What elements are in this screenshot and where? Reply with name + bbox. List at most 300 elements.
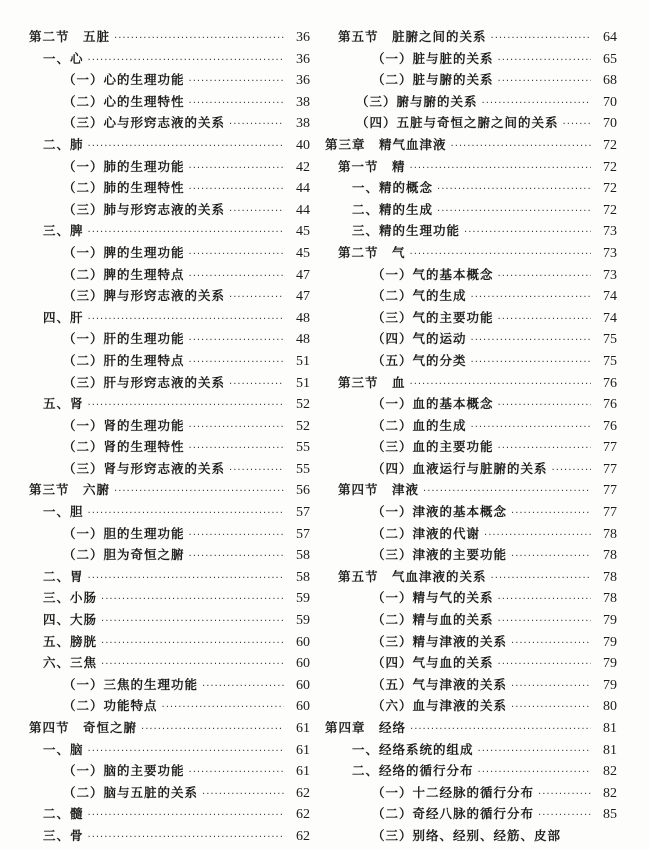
dot-leader (511, 503, 591, 525)
toc-entry (320, 112, 617, 134)
toc-entry (320, 69, 617, 91)
toc-entry (320, 523, 617, 545)
dot-leader (189, 762, 284, 784)
toc-entry (320, 501, 617, 523)
toc-entry (320, 609, 617, 631)
toc-entry-title: 第一节 精 (338, 158, 406, 174)
toc-entry-page-number: 48 (296, 310, 310, 326)
toc-entry (0, 26, 310, 48)
toc-entry (0, 134, 310, 156)
toc-entry-page-number: 58 (296, 548, 310, 564)
toc-entry-title: 第三章 精气血津液 (325, 136, 447, 152)
toc-entry (320, 285, 617, 307)
toc-entry-title: 第五节 脏腑之间的关系 (338, 29, 487, 44)
toc-entry-title: （二）奇经八脉的循行分布 (372, 806, 535, 822)
dot-leader (437, 201, 591, 223)
toc-entry-title: （三）别络、经别、经筋、皮部 (372, 827, 562, 843)
toc-entry-page-number: 52 (296, 397, 310, 413)
dot-leader (88, 222, 284, 244)
toc-entry (320, 782, 617, 804)
dot-leader (471, 417, 591, 439)
dot-leader (189, 244, 284, 266)
toc-entry-title: 三、小肠 (43, 590, 98, 606)
toc-entry-title: （四）五脏与奇恒之腑之间的关系 (356, 115, 559, 131)
toc-entry-title: （一）胆的生理功能 (63, 525, 185, 541)
toc-entry-page-number: 56 (296, 483, 310, 499)
toc-entry (0, 544, 310, 566)
toc-entry-title: （二）精与血的关系 (372, 612, 494, 628)
toc-entry (320, 652, 617, 674)
toc-entry-page-number: 47 (296, 267, 310, 283)
toc-entry (320, 825, 617, 847)
toc-entry (0, 825, 310, 847)
toc-entry (0, 479, 310, 501)
toc-entry-title: （一）气的基本概念 (372, 266, 494, 282)
toc-entry-page-number: 59 (296, 613, 310, 629)
toc-entry-title: （一）精与气的关系 (372, 590, 494, 606)
toc-entry (320, 760, 617, 782)
toc-entry (0, 782, 310, 804)
toc-entry-title: 三、脾 (43, 223, 84, 239)
dot-leader (464, 222, 591, 244)
toc-entry-page-number: 80 (603, 699, 617, 715)
dot-leader (189, 330, 284, 352)
toc-entry-page-number: 55 (296, 461, 310, 477)
toc-entry-page-number: 60 (296, 634, 310, 650)
toc-entry-page-number: 75 (603, 332, 617, 348)
dot-leader (437, 179, 591, 201)
dot-leader (498, 395, 591, 417)
dot-leader (498, 266, 591, 288)
toc-entry (320, 544, 617, 566)
toc-entry-page-number: 38 (296, 116, 310, 132)
toc-entry-page-number: 75 (603, 353, 617, 369)
dot-leader (498, 71, 591, 93)
toc-entry-title: （三）精与津液的关系 (372, 633, 508, 649)
toc-entry (320, 739, 617, 761)
dot-leader (491, 568, 591, 590)
dot-leader (511, 676, 591, 698)
toc-entry-page-number: 76 (603, 418, 617, 434)
toc-entry-title: （一）肾的生理功能 (63, 417, 185, 433)
toc-entry-title: （二）气的生成 (372, 288, 467, 304)
dot-leader (88, 741, 284, 763)
toc-entry-title: （四）气的运动 (372, 331, 467, 347)
toc-entry-page-number: 72 (603, 181, 617, 197)
toc-entry (0, 112, 310, 134)
toc-entry (0, 350, 310, 372)
toc-entry-title: （一）脑的主要功能 (63, 763, 185, 779)
toc-entry-page-number: 61 (296, 742, 310, 758)
dot-leader (101, 633, 284, 655)
toc-entry-page-number: 78 (603, 569, 617, 585)
toc-entry (0, 285, 310, 307)
toc-entry (320, 48, 617, 70)
toc-entry-title: （一）血的基本概念 (372, 396, 494, 412)
toc-entry-title: 三、精的生理功能 (352, 223, 461, 239)
toc-entry (320, 587, 617, 609)
toc-entry-title: 五、膀胱 (43, 633, 98, 649)
toc-entry (320, 242, 617, 264)
toc-entry (320, 134, 617, 156)
toc-entry-title: 一、脑 (43, 741, 84, 757)
dot-leader (410, 244, 591, 266)
toc-entry (320, 307, 617, 329)
toc-entry-page-number: 79 (603, 656, 617, 672)
toc-entry (0, 199, 310, 221)
dot-leader (229, 287, 284, 309)
dot-leader (189, 352, 284, 374)
toc-entry-title: （二）脑与五脏的关系 (63, 784, 199, 800)
toc-entry (0, 566, 310, 588)
toc-entry-page-number: 73 (603, 224, 617, 240)
toc-entry (0, 760, 310, 782)
toc-entry-title: （五）气的分类 (372, 352, 467, 368)
toc-entry-title: 第四节 津液 (338, 482, 420, 498)
toc-entry-title: （二）血的生成 (372, 417, 467, 433)
toc-entry-page-number: 72 (603, 137, 617, 153)
toc-entry-page-number: 77 (603, 483, 617, 499)
toc-entry-title: 二、经络的循行分布 (352, 763, 474, 779)
toc-entry-page-number: 72 (603, 202, 617, 218)
toc-entry (320, 199, 617, 221)
toc-entry (320, 372, 617, 394)
dot-leader (88, 309, 284, 331)
toc-entry-page-number: 57 (296, 526, 310, 542)
toc-entry-title: （一）脾的生理功能 (63, 244, 185, 260)
toc-entry (0, 242, 310, 264)
toc-entry (0, 393, 310, 415)
dot-leader (229, 201, 284, 223)
toc-entry (320, 393, 617, 415)
toc-entry-title: （二）肺的生理特性 (63, 180, 185, 196)
toc-entry (0, 48, 310, 70)
toc-entry-title: （一）脏与脏的关系 (372, 50, 494, 66)
toc-entry-title: 二、肺 (43, 136, 84, 152)
toc-entry-title: （三）血的主要功能 (372, 439, 494, 455)
toc-entry (320, 479, 617, 501)
toc-entry-page-number: 79 (603, 613, 617, 629)
toc-entry-title: 一、心 (43, 50, 84, 66)
toc-entry-title: 六、三焦 (43, 655, 98, 671)
toc-entry (0, 307, 310, 329)
toc-entry-page-number: 70 (603, 116, 617, 132)
toc-entry-title: 第二节 气 (338, 244, 406, 260)
dot-leader (189, 417, 284, 439)
dot-leader (141, 719, 284, 741)
toc-entry-title: （三）脾与形窍志液的关系 (63, 288, 226, 304)
toc-entry-page-number: 44 (296, 181, 310, 197)
dot-leader (88, 805, 284, 827)
toc-entry (0, 717, 310, 739)
toc-entry (0, 372, 310, 394)
toc-entry-page-number: 79 (603, 634, 617, 650)
dot-leader (189, 546, 284, 568)
dot-leader (410, 158, 591, 180)
toc-entry (0, 177, 310, 199)
toc-entry-page-number: 76 (603, 397, 617, 413)
toc-entry-title: （二）肾的生理特性 (63, 439, 185, 455)
toc-entry-title: 第三节 血 (338, 374, 406, 390)
dot-leader (478, 762, 591, 784)
dot-leader (538, 805, 591, 827)
toc-entry-page-number: 52 (296, 418, 310, 434)
toc-entry (0, 501, 310, 523)
toc-entry (0, 652, 310, 674)
toc-entry (0, 220, 310, 242)
dot-leader (114, 28, 284, 50)
toc-entry-page-number: 81 (603, 721, 617, 736)
toc-entry (320, 695, 617, 717)
toc-entry (0, 69, 310, 91)
toc-entry-page-number: 36 (296, 73, 310, 89)
toc-entry-page-number: 77 (603, 440, 617, 456)
toc-entry-title: 第五节 气血津液的关系 (338, 568, 487, 584)
dot-leader (88, 503, 284, 525)
toc-entry-page-number: 45 (296, 224, 310, 240)
toc-entry-title: （二）功能特点 (63, 698, 158, 714)
toc-entry-page-number: 74 (603, 310, 617, 326)
toc-entry-title: （三）腑与腑的关系 (356, 93, 478, 109)
dot-leader (498, 589, 591, 611)
dot-leader (471, 330, 591, 352)
dot-leader (101, 654, 284, 676)
toc-entry (320, 350, 617, 372)
toc-entry (0, 674, 310, 696)
dot-leader (202, 784, 284, 806)
toc-entry (0, 328, 310, 350)
toc-entry-title: （一）肺的生理功能 (63, 158, 185, 174)
toc-entry-title: 四、大肠 (43, 612, 98, 628)
toc-entry (320, 177, 617, 199)
dot-leader (484, 525, 591, 547)
dot-leader (471, 352, 591, 374)
toc-entry-title: 一、经络系统的组成 (352, 741, 474, 757)
toc-entry-title: （一）肝的生理功能 (63, 331, 185, 347)
dot-leader (423, 481, 591, 503)
dot-leader (471, 287, 591, 309)
toc-entry-title: （六）血与津液的关系 (372, 698, 508, 714)
dot-leader (229, 374, 284, 396)
toc-entry (0, 436, 310, 458)
dot-leader (101, 611, 284, 633)
toc-entry-title: 四、肝 (43, 309, 84, 325)
toc-entry-title: （一）津液的基本概念 (372, 504, 508, 520)
toc-entry-page-number: 68 (603, 73, 617, 89)
dot-leader (498, 654, 591, 676)
dot-leader (189, 93, 284, 115)
dot-leader (88, 50, 284, 72)
toc-entry-page-number: 82 (603, 785, 617, 801)
toc-entry-title: （二）胆为奇恒之腑 (63, 547, 185, 563)
toc-entry-title: （一）十二经脉的循行分布 (372, 784, 535, 800)
toc-entry-title: （一）三焦的生理功能 (63, 676, 199, 692)
toc-entry (0, 695, 310, 717)
toc-entry (320, 220, 617, 242)
toc-entry-title: （二）心的生理特性 (63, 93, 185, 109)
toc-entry (0, 609, 310, 631)
toc-entry-page-number: 61 (296, 721, 310, 736)
dot-leader (189, 179, 284, 201)
toc-entry-title: 三、骨 (43, 827, 84, 843)
toc-entry-page-number: 78 (603, 548, 617, 564)
dot-leader (229, 460, 284, 482)
toc-entry-page-number: 60 (296, 699, 310, 715)
toc-entry-title: （二）肝的生理特点 (63, 352, 185, 368)
toc-entry-page-number: 64 (603, 30, 617, 45)
toc-entry-page-number: 45 (296, 245, 310, 261)
dot-leader (511, 697, 591, 719)
toc-entry-title: 二、髓 (43, 806, 84, 822)
toc-entry-title: （二）津液的代谢 (372, 525, 481, 541)
toc-entry-page-number: 38 (296, 94, 310, 110)
toc-entry-page-number: 51 (296, 353, 310, 369)
toc-entry (0, 739, 310, 761)
toc-entry-page-number: 82 (603, 764, 617, 780)
toc-entry-page-number: 58 (296, 569, 310, 585)
toc-entry (320, 458, 617, 480)
dot-leader (410, 374, 591, 396)
dot-leader (229, 114, 284, 136)
dot-leader (478, 741, 591, 763)
toc-entry-title: （四）血液运行与脏腑的关系 (372, 460, 548, 476)
dot-leader (552, 460, 591, 482)
toc-entry-page-number: 81 (603, 742, 617, 758)
toc-entry-page-number: 73 (603, 267, 617, 283)
toc-entry-page-number: 44 (296, 202, 310, 218)
toc-entry-page-number: 77 (603, 505, 617, 521)
toc-entry-title: （五）气与津液的关系 (372, 676, 508, 692)
toc-right-column (320, 26, 617, 847)
toc-entry-page-number: 62 (296, 828, 310, 844)
dot-leader (88, 568, 284, 590)
toc-entry (320, 674, 617, 696)
dot-leader (189, 438, 284, 460)
toc-entry (320, 717, 617, 739)
toc-entry (0, 91, 310, 113)
toc-entry-title: 五、肾 (43, 396, 84, 412)
dot-leader (498, 611, 591, 633)
toc-entry-title: （四）气与血的关系 (372, 655, 494, 671)
toc-entry-page-number: 85 (603, 807, 617, 823)
toc-entry-page-number: 79 (603, 677, 617, 693)
toc-entry-title: （一）心的生理功能 (63, 72, 185, 88)
toc-entry-title: （二）脾的生理特点 (63, 266, 185, 282)
dot-leader (482, 93, 591, 115)
toc-entry (320, 566, 617, 588)
dot-leader (189, 525, 284, 547)
toc-entry-title: （三）心与形窍志液的关系 (63, 115, 226, 131)
toc-entry-page-number: 51 (296, 375, 310, 391)
dot-leader (189, 266, 284, 288)
dot-leader (202, 676, 284, 698)
toc-entry-title: （三）肝与形窍志液的关系 (63, 374, 226, 390)
toc-entry-page-number: 72 (603, 159, 617, 175)
toc-entry-title: （二）脏与腑的关系 (372, 72, 494, 88)
dot-leader (189, 158, 284, 180)
dot-leader (162, 697, 284, 719)
toc-entry-page-number: 48 (296, 332, 310, 348)
toc-entry-page-number: 47 (296, 289, 310, 305)
toc-entry-page-number: 65 (603, 51, 617, 67)
toc-entry-page-number: 40 (296, 137, 310, 153)
toc-entry-page-number: 74 (603, 289, 617, 305)
toc-entry-page-number: 78 (603, 526, 617, 542)
toc-entry-title: 一、胆 (43, 504, 84, 520)
toc-entry-title: 一、精的概念 (352, 180, 434, 196)
toc-entry (0, 631, 310, 653)
toc-entry-title: 二、精的生成 (352, 201, 434, 217)
toc-entry (320, 803, 617, 825)
toc-entry-page-number: 70 (603, 94, 617, 110)
toc-entry-page-number: 62 (296, 785, 310, 801)
toc-entry-title: （三）气的主要功能 (372, 309, 494, 325)
dot-leader (563, 114, 591, 136)
toc-entry-title: （三）津液的主要功能 (372, 547, 508, 563)
toc-entry-page-number: 78 (603, 591, 617, 607)
toc-entry (0, 156, 310, 178)
toc-entry (0, 523, 310, 545)
dot-leader (498, 438, 591, 460)
toc-entry-page-number: 61 (296, 764, 310, 780)
toc-entry-page-number: 36 (296, 30, 310, 45)
toc-entry-page-number: 60 (296, 677, 310, 693)
dot-leader (538, 784, 591, 806)
dot-leader (491, 28, 591, 50)
dot-leader (88, 136, 284, 158)
toc-entry (0, 803, 310, 825)
toc-entry (0, 264, 310, 286)
toc-entry-title: 第三节 六腑 (29, 482, 111, 498)
toc-entry-page-number: 59 (296, 591, 310, 607)
toc-entry (320, 91, 617, 113)
dot-leader (451, 136, 591, 158)
toc-entry (320, 436, 617, 458)
toc-entry (320, 415, 617, 437)
dot-leader (101, 589, 284, 611)
dot-leader (88, 827, 284, 849)
toc-entry-title: 第二节 五脏 (29, 29, 111, 44)
toc-entry-title: （三）肾与形窍志液的关系 (63, 460, 226, 476)
toc-entry-page-number: 76 (603, 375, 617, 391)
toc-entry-title: 第四节 奇恒之腑 (29, 720, 138, 735)
toc-entry-page-number: 60 (296, 656, 310, 672)
toc-entry (320, 156, 617, 178)
toc-entry (0, 587, 310, 609)
toc-entry (320, 26, 617, 48)
toc-entry (320, 631, 617, 653)
dot-leader (88, 395, 284, 417)
toc-entry-title: 第四章 经络 (325, 720, 407, 735)
toc-entry-title: （三）肺与形窍志液的关系 (63, 201, 226, 217)
dot-leader (498, 309, 591, 331)
dot-leader (511, 633, 591, 655)
dot-leader (114, 481, 284, 503)
dot-leader (498, 50, 591, 72)
toc-entry-page-number: 73 (603, 245, 617, 261)
toc-entry-page-number: 57 (296, 505, 310, 521)
toc-entry (0, 415, 310, 437)
toc-entry-title: 二、胃 (43, 568, 84, 584)
toc-entry-page-number: 77 (603, 461, 617, 477)
toc-entry (320, 264, 617, 286)
toc-entry (0, 458, 310, 480)
dot-leader (189, 71, 284, 93)
toc-entry-page-number: 55 (296, 440, 310, 456)
toc-entry-page-number: 62 (296, 807, 310, 823)
toc-left-column (0, 26, 310, 847)
toc-entry-page-number: 36 (296, 51, 310, 67)
